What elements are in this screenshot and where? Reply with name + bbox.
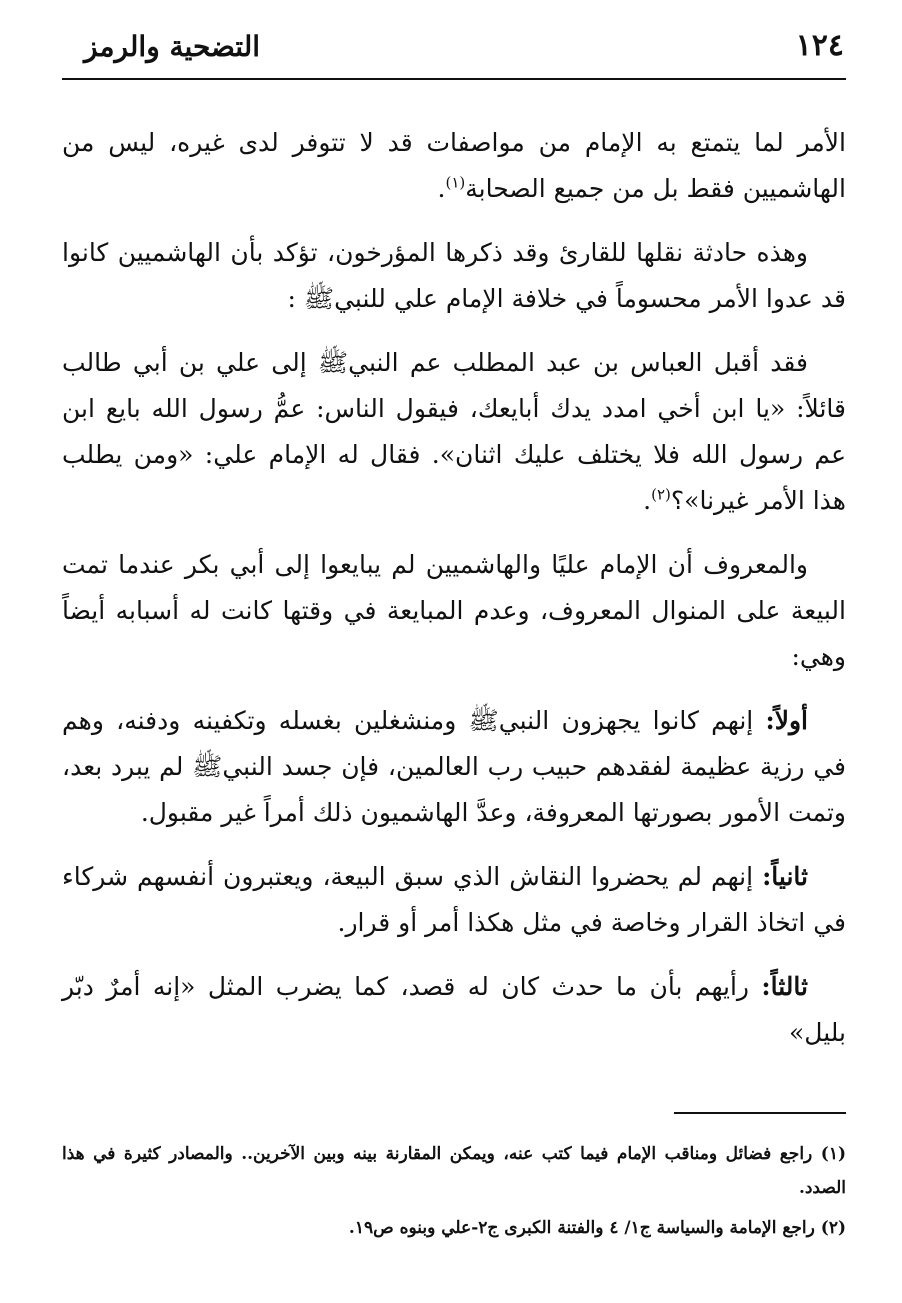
reason-label: ثانياً: — [762, 862, 809, 891]
body-text — [62, 120, 846, 1056]
page-number: ١٢٤ — [795, 28, 844, 63]
paragraph: وهذه حادثة نقلها للقارئ وقد ذكرها المؤرخون، تؤكد بأن الهاشميين كانوا قد عدوا الأمر محسوماً في خلافة الإمام علي للنبيﷺ : — [62, 238, 846, 313]
footnote-divider — [674, 1112, 846, 1114]
paragraph: فقد أقبل العباس بن عبد المطلب عم النبيﷺ إلى علي بن أبي طالب قائلاً: «يا ابن أخي امدد يدك أبايعك، فيقول الناس: عمُّ رسول الله بايع ابن عم رسول الله فلا يختلف عليك اثنان». فقال له الإمام علي: «ومن يطلب هذا الأمر غيرنا»؟$^{(٢)}$. — [62, 348, 846, 515]
footnote-ref: (١) — [445, 173, 466, 192]
paragraph: والمعروف أن الإمام عليًا والهاشميين لم يبايعوا إلى أبي بكر عندما تمت البيعة على المنوال المعروف، وعدم المبايعة في وقتها كانت له أسبابه أيضاً وهي: — [62, 550, 846, 671]
page-header — [62, 22, 846, 80]
reason-item: ثانياً: إنهم لم يحضروا النقاش الذي سبق البيعة، ويعتبرون أنفسهم شركاء في اتخاذ القرار وخاصة في مثل هكذا أمر أو قرار. — [62, 862, 846, 937]
paragraph: الأمر لما يتمتع به الإمام من مواصفات قد لا تتوفر لدى غيره، ليس من الهاشميين فقط بل من جميع الصحابة$^{(١)}$. — [62, 128, 846, 203]
reason-item: أولاً: إنهم كانوا يجهزون النبيﷺ ومنشغلين بغسله وتكفينه ودفنه، وهم في رزية عظيمة لفقدهم حبيب رب العالمين، فإن جسد النبيﷺ لم يبرد بعد، وتمت الأمور بصورتها المعروفة، وعدَّ الهاشميون ذلك أمراً غير مقبول. — [62, 706, 846, 827]
footnote: (٢) راجع الإمامة والسياسة ج١/ ٤ والفتنة الكبرى ج٢-علي وبنوه ص١٩. — [348, 1218, 846, 1238]
reason-label: ثالثاً: — [761, 972, 808, 1001]
running-title: التضحية والرمز — [84, 30, 261, 63]
footnote-ref: (٢) — [651, 485, 671, 504]
book-page — [62, 22, 846, 1282]
reason-item: ثالثاً: رأيهم بأن ما حدث كان له قصد، كما يضرب المثل «إنه أمرٌ دبّر بليل» — [62, 972, 846, 1047]
footnotes — [62, 1137, 846, 1251]
footnote: (١) راجع فضائل ومناقب الإمام فيما كتب عنه، ويمكن المقارنة بينه وبين الآخرين.. والمصادر كثيرة في هذا الصدد. — [62, 1144, 846, 1198]
reason-label: أولاً: — [765, 706, 809, 735]
